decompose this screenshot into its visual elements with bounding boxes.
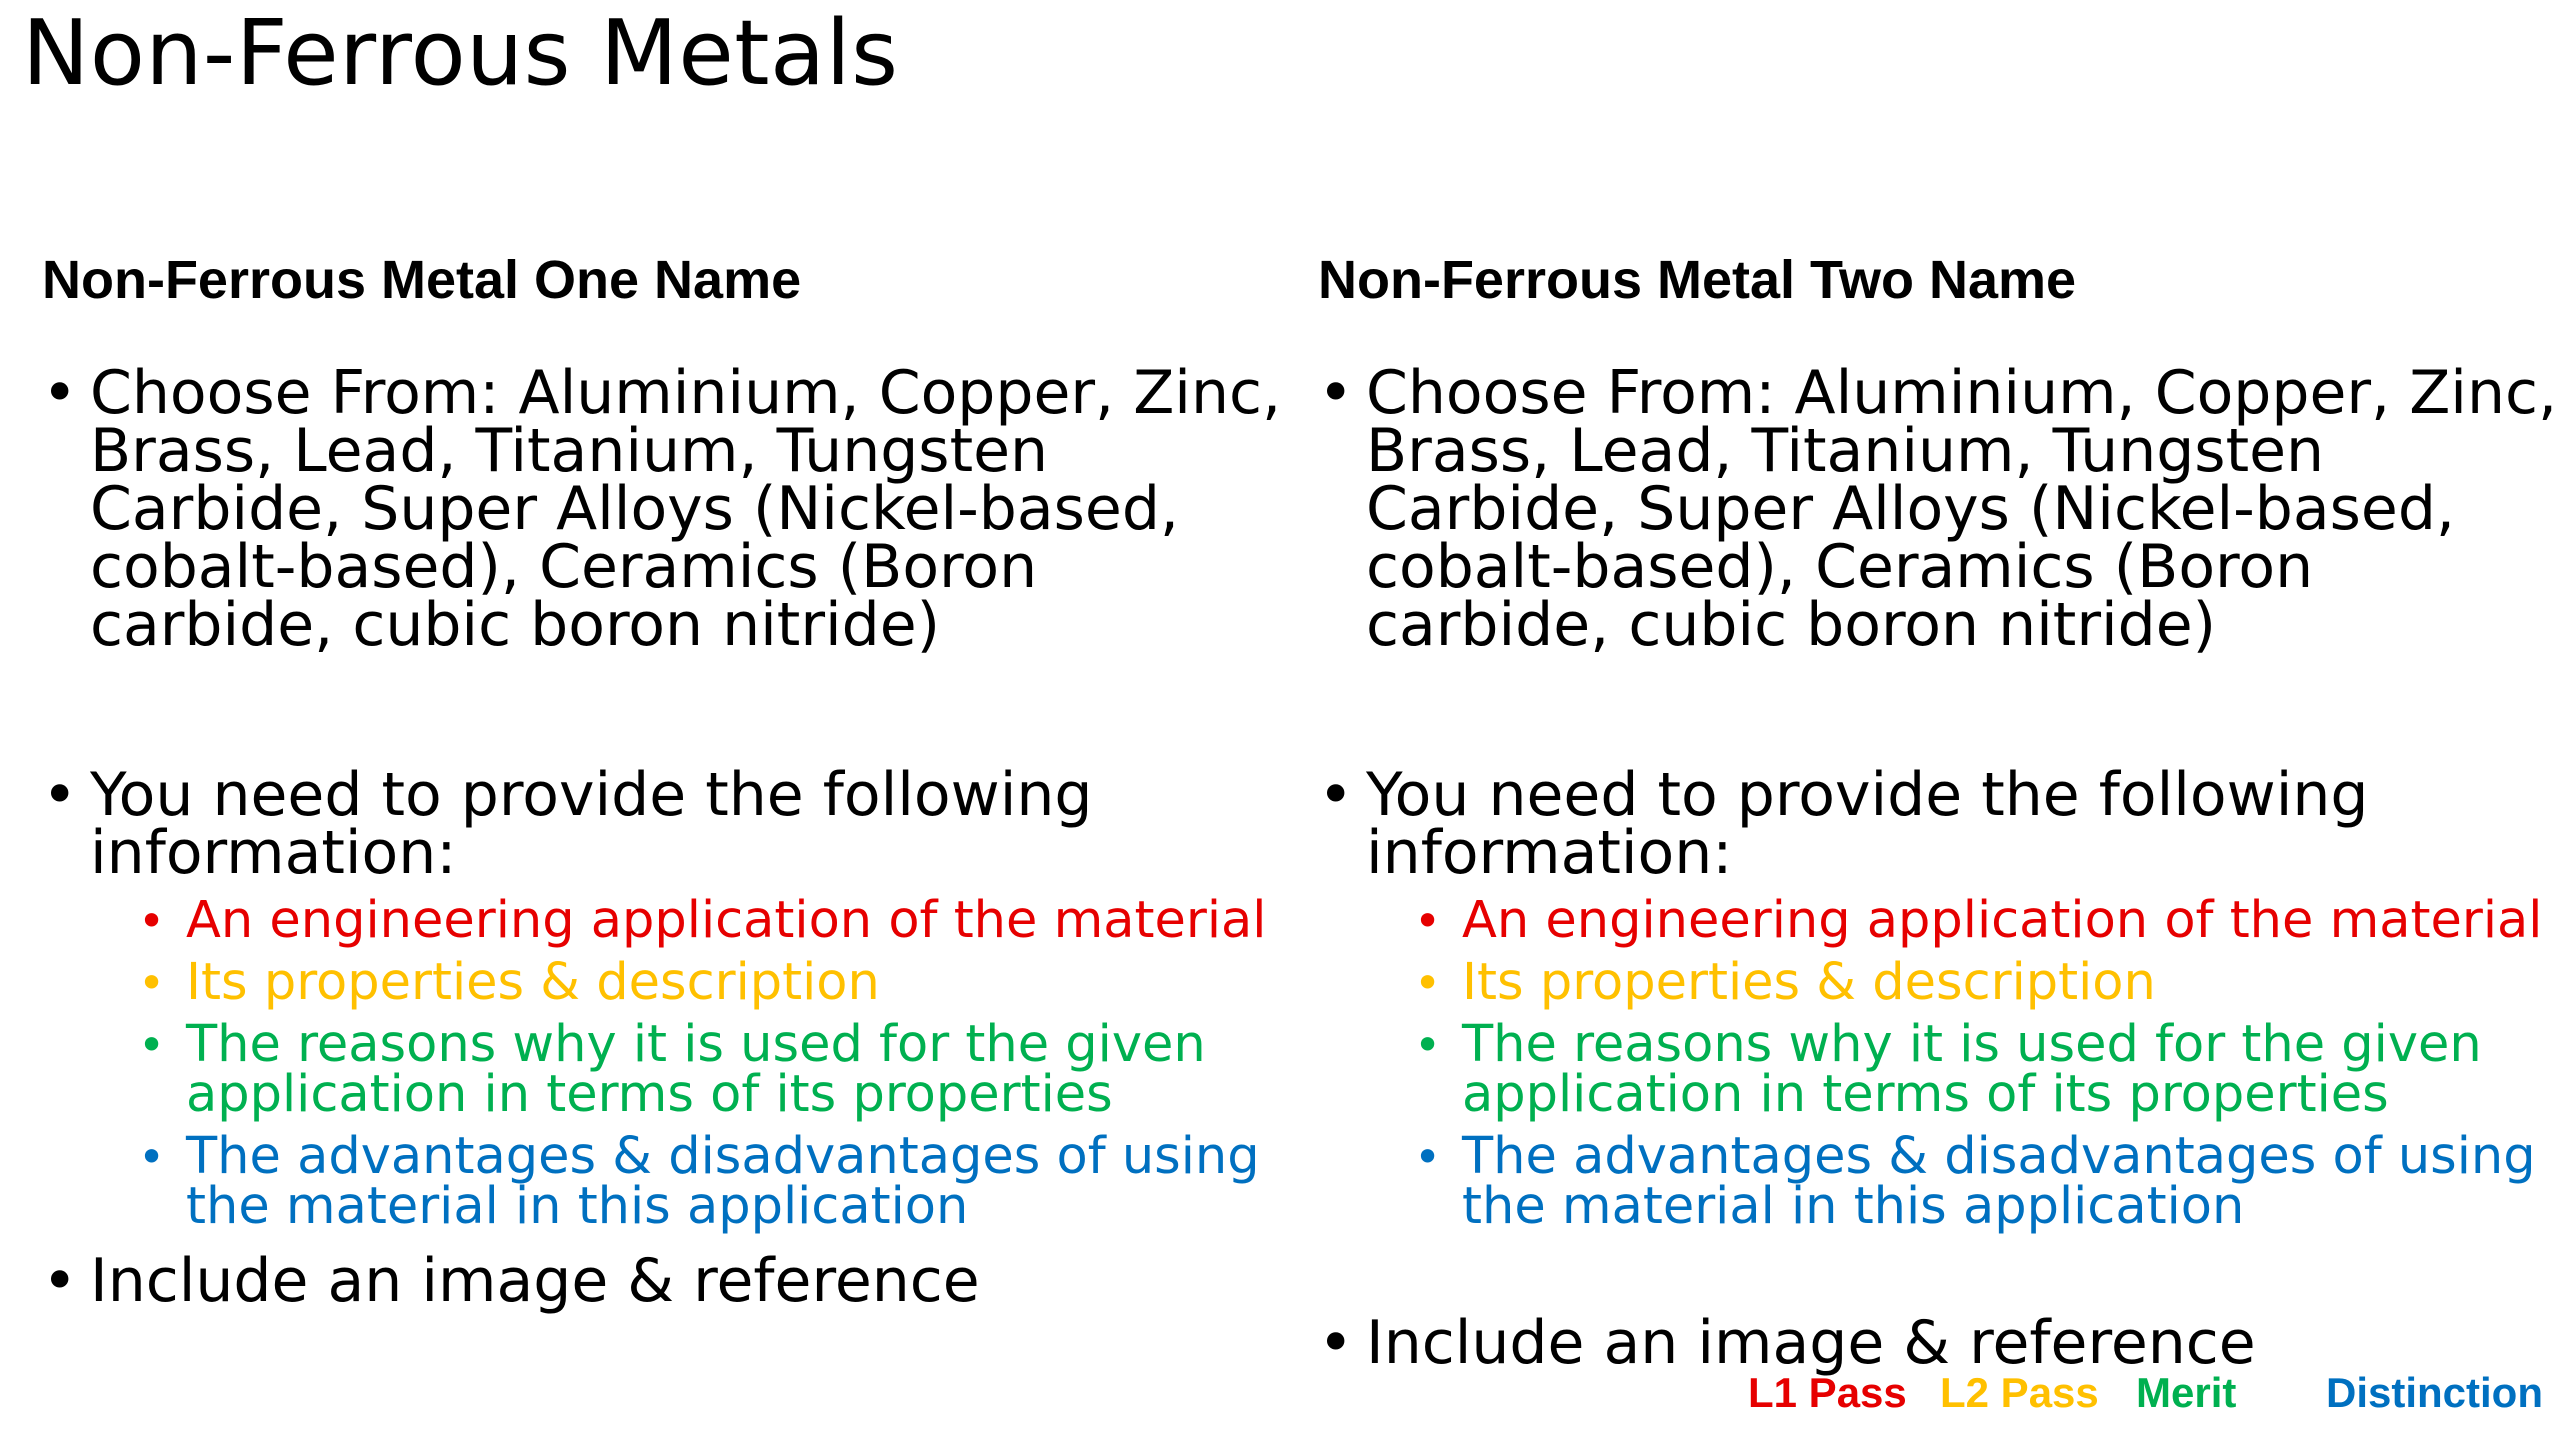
metal-one-column <box>42 248 1292 1316</box>
metal-two-list <box>1318 358 2560 1378</box>
include-image-item: • Include an image & reference <box>1318 1314 2560 1372</box>
legend-l2-pass: L2 Pass <box>1940 1369 2099 1416</box>
requirement-properties: • Its properties & description <box>138 958 1292 1008</box>
requirements-list <box>1366 891 2560 1236</box>
provide-info-item <box>42 760 1292 1236</box>
legend-l1-pass: L1 Pass <box>1748 1369 1907 1416</box>
requirement-advantages: • The advantages & disadvantages of using the material in this application <box>1414 1132 2560 1232</box>
requirement-properties: • Its properties & description <box>1414 958 2560 1008</box>
requirement-application: • An engineering application of the material <box>138 896 1292 946</box>
provide-info-text: You need to provide the following information: <box>1366 760 2369 888</box>
choose-from-item: • Choose From: Aluminium, Copper, Zinc, Brass, Lead, Titanium, Tungsten Carbide, Super Alloys (Nickel-based, cobalt-based), Ceramics (Boron carbide, cubic boron nitride) <box>42 364 1292 654</box>
provide-info-text: You need to provide the following information: <box>90 760 1093 888</box>
requirement-reasons: • The reasons why it is used for the given application in terms of its properties <box>138 1020 1292 1120</box>
metal-two-column <box>1318 248 2560 1378</box>
requirement-advantages: • The advantages & disadvantages of using the material in this application <box>138 1132 1292 1232</box>
requirement-application: • An engineering application of the material <box>1414 896 2560 946</box>
provide-info-item <box>1318 760 2560 1236</box>
requirement-reasons: • The reasons why it is used for the given application in terms of its properties <box>1414 1020 2560 1120</box>
slide-title: Non-Ferrous Metals <box>22 1 899 106</box>
legend-merit: Merit <box>2136 1369 2237 1416</box>
grade-legend <box>1748 1368 2548 1418</box>
requirements-list <box>90 891 1292 1236</box>
include-image-item: • Include an image & reference <box>42 1252 1292 1310</box>
choose-from-item: • Choose From: Aluminium, Copper, Zinc, Brass, Lead, Titanium, Tungsten Carbide, Super Alloys (Nickel-based, cobalt-based), Ceramics (Boron carbide, cubic boron nitride) <box>1318 364 2560 654</box>
metal-one-heading: Non-Ferrous Metal One Name <box>42 250 802 310</box>
legend-distinction: Distinction <box>2326 1369 2543 1416</box>
metal-two-heading: Non-Ferrous Metal Two Name <box>1318 250 2077 310</box>
metal-one-list <box>42 358 1292 1316</box>
